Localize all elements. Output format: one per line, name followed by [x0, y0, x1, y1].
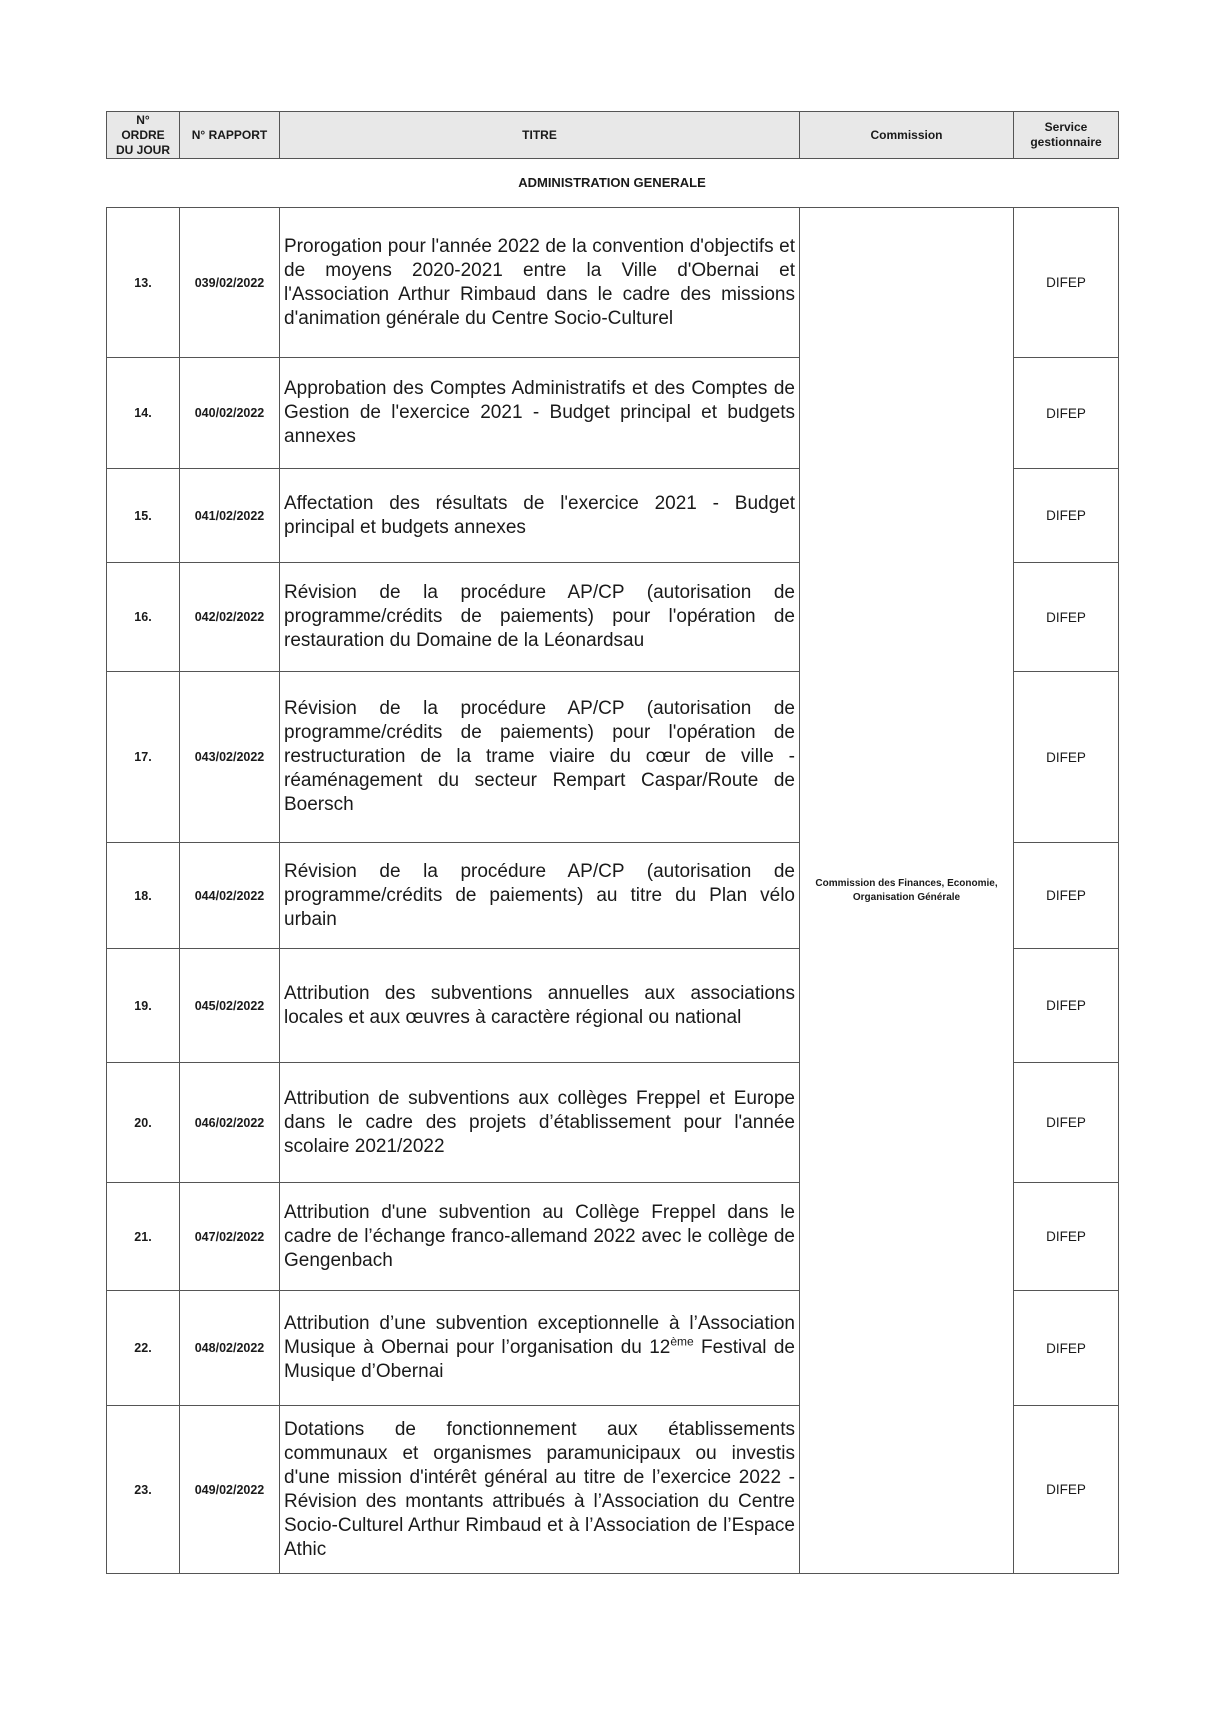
- section-title: ADMINISTRATION GENERALE: [518, 175, 706, 190]
- row-title: Dotations de fonctionnement aux établissements communaux et organismes paramunicipaux ou investis d'une mission d'intérêt général au titre de l’exercice 2022 - Révision des montants attribués à l’Association du Centre Socio-Culturel Arthur Rimbaud et à l’Association de l’Espace Athic: [280, 1406, 800, 1574]
- row-number: 20.: [107, 1063, 180, 1183]
- row-service: DIFEP: [1014, 672, 1119, 843]
- row-title-text: Attribution d’une subvention exceptionnelle à l’Association Musique à Obernai pour l’organisation du 12: [284, 1313, 795, 1358]
- row-title: [280, 1291, 800, 1406]
- row-rapport: 048/02/2022: [180, 1291, 280, 1406]
- row-service: DIFEP: [1014, 358, 1119, 469]
- row-number: 22.: [107, 1291, 180, 1406]
- row-service: DIFEP: [1014, 949, 1119, 1063]
- row-service: DIFEP: [1014, 1406, 1119, 1574]
- row-title: Affectation des résultats de l'exercice 2021 - Budget principal et budgets annexes: [280, 469, 800, 563]
- header-table: [106, 111, 1119, 159]
- row-service: DIFEP: [1014, 469, 1119, 563]
- row-service: DIFEP: [1014, 1291, 1119, 1406]
- row-number: 14.: [107, 358, 180, 469]
- row-title-text-end: Festival de Musique d’Obernai: [284, 1337, 796, 1382]
- row-rapport: 041/02/2022: [180, 469, 280, 563]
- row-title: Prorogation pour l'année 2022 de la convention d'objectifs et de moyens 2020-2021 entre la Ville d'Obernai et l'Association Arthur Rimbaud dans le cadre des missions d'animation générale du Centre Socio-Culturel: [280, 208, 800, 358]
- row-title: Révision de la procédure AP/CP (autorisation de programme/crédits de paiements) pour l'opération de restructuration de la trame viaire du cœur de ville - réaménagement du secteur Rempart Caspar/Route de Boersch: [280, 672, 800, 843]
- row-title: Attribution d'une subvention au Collège Freppel dans le cadre de l’échange franco-allemand 2022 avec le collège de Gengenbach: [280, 1183, 800, 1291]
- row-rapport: 046/02/2022: [180, 1063, 280, 1183]
- header-ordre: N° ORDRE DU JOUR: [107, 112, 180, 159]
- header-service: Service gestionnaire: [1014, 112, 1119, 159]
- row-rapport: 040/02/2022: [180, 358, 280, 469]
- row-rapport: 047/02/2022: [180, 1183, 280, 1291]
- row-rapport: 045/02/2022: [180, 949, 280, 1063]
- row-number: 21.: [107, 1183, 180, 1291]
- row-title-superscript: ème: [670, 1334, 694, 1349]
- row-service: DIFEP: [1014, 1183, 1119, 1291]
- row-number: 13.: [107, 208, 180, 358]
- row-rapport: 039/02/2022: [180, 208, 280, 358]
- row-number: 17.: [107, 672, 180, 843]
- row-title: Approbation des Comptes Administratifs et des Comptes de Gestion de l'exercice 2021 - Budget principal et budgets annexes: [280, 358, 800, 469]
- row-number: 16.: [107, 563, 180, 672]
- row-number: 18.: [107, 843, 180, 949]
- row-service: DIFEP: [1014, 843, 1119, 949]
- row-number: 23.: [107, 1406, 180, 1574]
- header-titre: TITRE: [280, 112, 800, 159]
- agenda-table: [106, 207, 1119, 1574]
- row-rapport: 044/02/2022: [180, 843, 280, 949]
- row-service: DIFEP: [1014, 563, 1119, 672]
- table-row: [107, 208, 1119, 358]
- row-title: Révision de la procédure AP/CP (autorisation de programme/crédits de paiements) au titre du Plan vélo urbain: [280, 843, 800, 949]
- header-commission: Commission: [800, 112, 1014, 159]
- row-rapport: 042/02/2022: [180, 563, 280, 672]
- commission-cell: Commission des Finances, Economie, Organisation Générale: [800, 208, 1014, 1574]
- row-service: DIFEP: [1014, 208, 1119, 358]
- row-title: Attribution de subventions aux collèges Freppel et Europe dans le cadre des projets d’établissement pour l'année scolaire 2021/2022: [280, 1063, 800, 1183]
- row-rapport: 043/02/2022: [180, 672, 280, 843]
- row-title: Révision de la procédure AP/CP (autorisation de programme/crédits de paiements) pour l'opération de restauration du Domaine de la Léonardsau: [280, 563, 800, 672]
- row-rapport: 049/02/2022: [180, 1406, 280, 1574]
- header-rapport: N° RAPPORT: [180, 112, 280, 159]
- row-title: Attribution des subventions annuelles aux associations locales et aux œuvres à caractère régional ou national: [280, 949, 800, 1063]
- row-number: 15.: [107, 469, 180, 563]
- row-number: 19.: [107, 949, 180, 1063]
- header-row: [107, 112, 1119, 159]
- row-service: DIFEP: [1014, 1063, 1119, 1183]
